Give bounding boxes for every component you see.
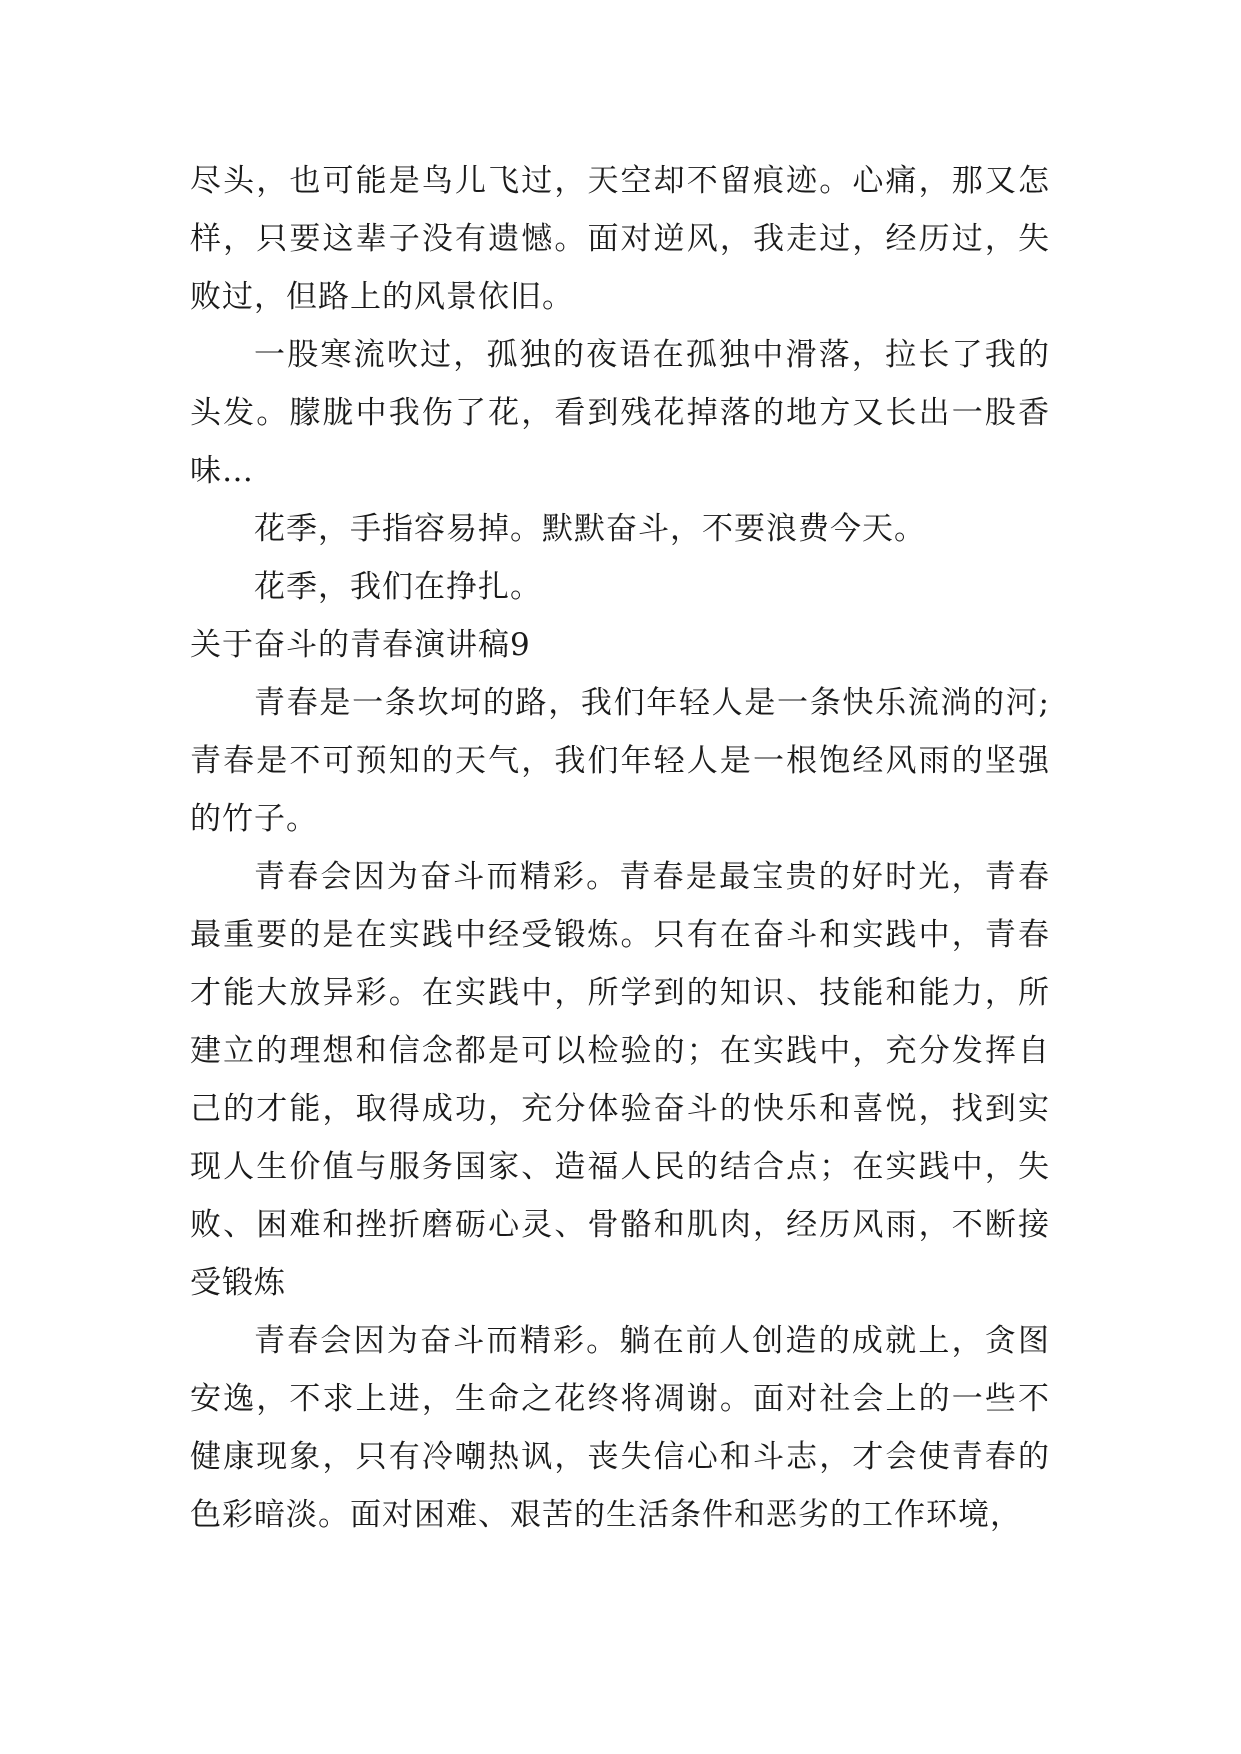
paragraph: 青春会因为奋斗而精彩。青春是最宝贵的好时光，青春最重要的是在实践中经受锻炼。只有在奋斗和实践中，青春才能大放异彩。在实践中，所学到的知识、技能和能力，所建立的理想和信念都是可以检验的；在实践中，充分发挥自己的才能，取得成功，充分体验奋斗的快乐和喜悦，找到实现人生价值与服务国家、造福人民的结合点；在实践中，失败、困难和挫折磨砺心灵、骨骼和肌肉，经历风雨，不断接受锻炼 [190,859,1050,1301]
paragraph: 花季，手指容易掉。默默奋斗，不要浪费今天。 [254,511,926,547]
paragraph: 一股寒流吹过，孤独的夜语在孤独中滑落，拉长了我的头发。朦胧中我伤了花，看到残花掉落的地方又长出一股香味… [190,337,1050,489]
section-heading: 关于奋斗的青春演讲稿9 [190,627,531,663]
paragraph-continued: 尽头，也可能是鸟儿飞过，天空却不留痕迹。心痛，那又怎样，只要这辈子没有遗憾。面对逆风，我走过，经历过，失败过，但路上的风景依旧。 [190,163,1050,315]
document-body [190,152,1050,1544]
paragraph: 青春会因为奋斗而精彩。躺在前人创造的成就上，贪图安逸，不求上进，生命之花终将凋谢。面对社会上的一些不健康现象，只有冷嘲热讽，丧失信心和斗志，才会使青春的色彩暗淡。面对困难、艰苦的生活条件和恶劣的工作环境， [190,1323,1050,1533]
paragraph: 花季，我们在挣扎。 [254,569,542,605]
paragraph: 青春是一条坎坷的路，我们年轻人是一条快乐流淌的河;青春是不可预知的天气，我们年轻人是一根饱经风雨的坚强的竹子。 [190,685,1050,837]
